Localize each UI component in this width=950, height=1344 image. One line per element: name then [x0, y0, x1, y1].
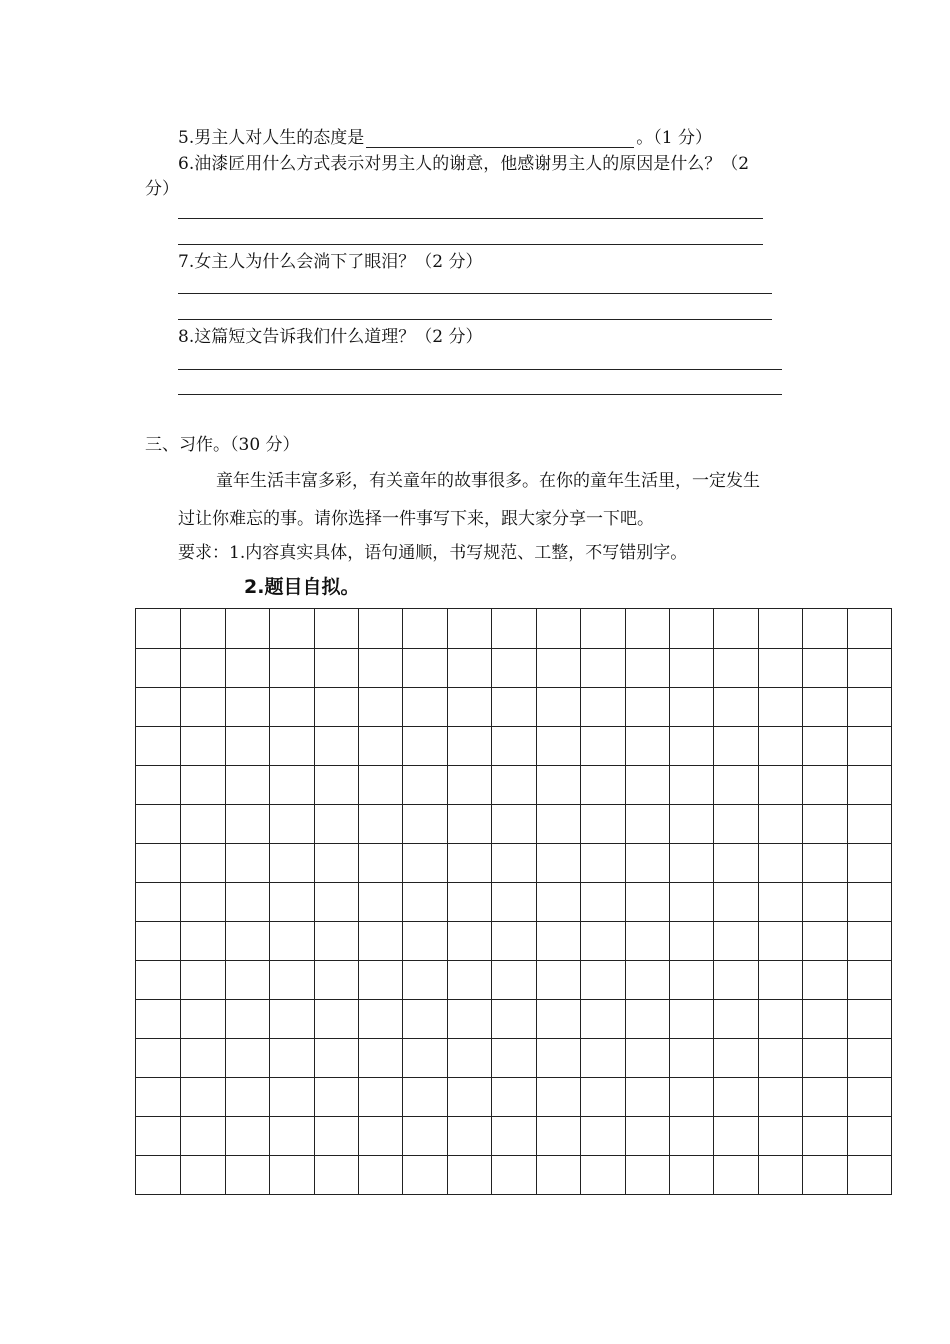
question-6-answer-line-1[interactable]: [178, 218, 763, 219]
question-6-answer-line-2[interactable]: [178, 244, 763, 245]
grid-row-line: [136, 1116, 891, 1117]
grid-column-line: [491, 609, 492, 1194]
grid-column-line: [580, 609, 581, 1194]
grid-column-line: [402, 609, 403, 1194]
question-5-score: 。（1 分）: [636, 128, 712, 148]
question-6-line1: 6.油漆匠用什么方式表示对男主人的谢意，他感谢男主人的原因是什么？（2: [178, 154, 750, 174]
grid-row-line: [136, 1038, 891, 1039]
question-7-answer-line-2[interactable]: [178, 319, 772, 320]
writing-grid[interactable]: [135, 608, 892, 1195]
section-heading: 三、习作。（30 分）: [145, 435, 300, 455]
question-5: [178, 128, 712, 148]
question-5-answer-blank[interactable]: [366, 130, 634, 148]
grid-row-line: [136, 882, 891, 883]
grid-column-line: [802, 609, 803, 1194]
grid-row-line: [136, 999, 891, 1000]
composition-requirement-2: 2.题目自拟。: [244, 576, 360, 598]
grid-row-line: [136, 726, 891, 727]
grid-row-line: [136, 843, 891, 844]
grid-row-line: [136, 765, 891, 766]
grid-column-line: [225, 609, 226, 1194]
grid-column-line: [847, 609, 848, 1194]
grid-column-line: [447, 609, 448, 1194]
grid-column-line: [713, 609, 714, 1194]
grid-row-line: [136, 1077, 891, 1078]
grid-column-line: [180, 609, 181, 1194]
grid-row-line: [136, 921, 891, 922]
grid-row-line: [136, 687, 891, 688]
question-5-text: 5.男主人对人生的态度是: [178, 128, 365, 148]
composition-requirement-1: 要求：1.内容真实具体，语句通顺，书写规范、工整，不写错别字。: [178, 543, 688, 563]
grid-column-line: [669, 609, 670, 1194]
question-8-answer-line-2[interactable]: [178, 394, 782, 395]
grid-row-line: [136, 804, 891, 805]
grid-column-line: [269, 609, 270, 1194]
grid-row-line: [136, 1155, 891, 1156]
grid-column-line: [358, 609, 359, 1194]
grid-row-line: [136, 648, 891, 649]
grid-row-line: [136, 960, 891, 961]
question-8: 8.这篇短文告诉我们什么道理？（2 分）: [178, 327, 483, 347]
grid-column-line: [625, 609, 626, 1194]
question-8-answer-line-1[interactable]: [178, 369, 782, 370]
composition-prompt-line2: 过让你难忘的事。请你选择一件事写下来，跟大家分享一下吧。: [178, 509, 654, 529]
grid-column-line: [314, 609, 315, 1194]
question-7: 7.女主人为什么会淌下了眼泪？（2 分）: [178, 252, 483, 272]
question-6-line2: 分）: [145, 179, 179, 199]
grid-column-line: [536, 609, 537, 1194]
question-7-answer-line-1[interactable]: [178, 293, 772, 294]
grid-column-line: [758, 609, 759, 1194]
composition-prompt-line1: 童年生活丰富多彩，有关童年的故事很多。在你的童年生活里，一定发生: [216, 471, 760, 491]
